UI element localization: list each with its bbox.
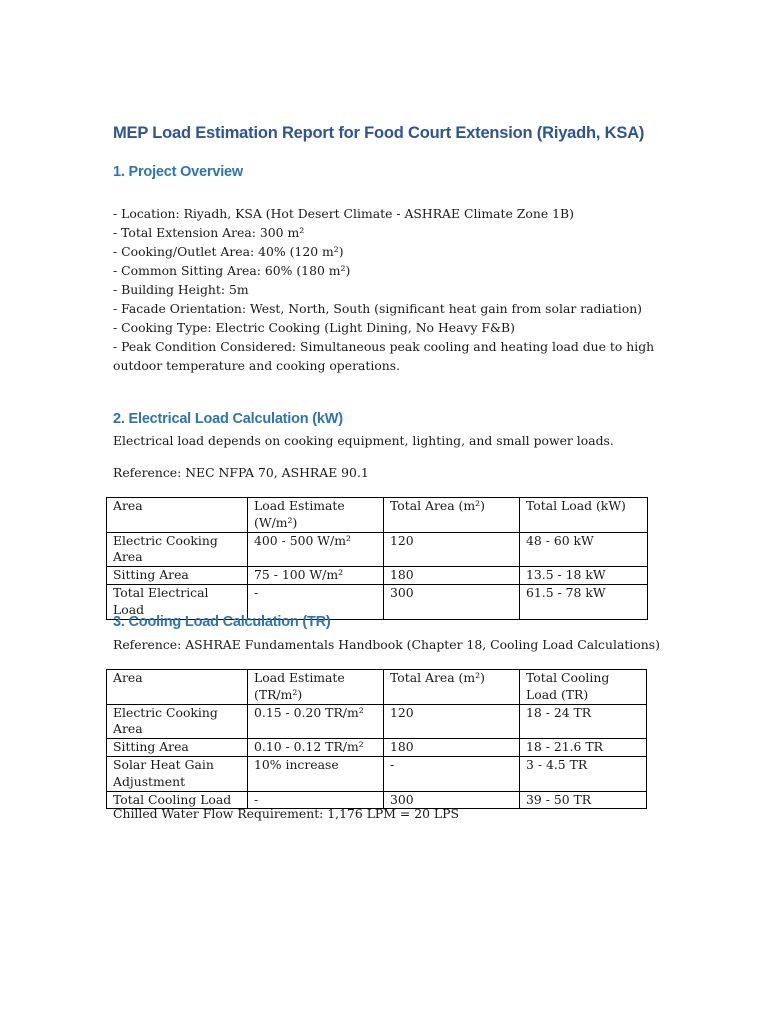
overview-line: - Building Height: 5m: [113, 282, 249, 297]
table-header-cell: Area: [107, 670, 248, 705]
table-cell: 18 - 24 TR: [520, 704, 647, 739]
table-cell: 3 - 4.5 TR: [520, 756, 647, 791]
table-cell: Sitting Area: [107, 739, 248, 757]
project-overview-list: [113, 204, 654, 375]
overview-line: outdoor temperature and cooking operations.: [113, 358, 401, 373]
section-heading-project-overview: 1. Project Overview: [113, 164, 243, 180]
table-header-cell: Load Estimate (W/m²): [248, 498, 384, 533]
overview-line: - Cooking/Outlet Area: 40% (120 m²): [113, 244, 344, 259]
table-cell: 300: [384, 584, 520, 619]
report-title: MEP Load Estimation Report for Food Court Extension (Riyadh, KSA): [113, 124, 645, 142]
overview-line: - Common Sitting Area: 60% (180 m²): [113, 263, 351, 278]
table-cell: 300: [384, 791, 520, 809]
table-row: [107, 567, 648, 585]
table-cell: Total Cooling Load: [107, 791, 248, 809]
table-header-cell: Total Cooling Load (TR): [520, 670, 647, 705]
table-cell: 120: [384, 704, 520, 739]
table-cell: 10% increase: [248, 756, 384, 791]
table-cell: Electric Cooking Area: [107, 704, 248, 739]
table-cell: 180: [384, 567, 520, 585]
overview-line: - Facade Orientation: West, North, South (significant heat gain from solar radiation): [113, 301, 643, 316]
table-cell: 39 - 50 TR: [520, 791, 647, 809]
table-cell: Total Electrical Load: [107, 584, 248, 619]
table-header-cell: Total Area (m²): [384, 498, 520, 533]
table-cell: Sitting Area: [107, 567, 248, 585]
section-heading-electrical-load: 2. Electrical Load Calculation (kW): [113, 411, 343, 427]
section-heading-cooling-load: 3. Cooling Load Calculation (TR): [113, 614, 331, 630]
cooling-reference: Reference: ASHRAE Fundamentals Handbook (Chapter 18, Cooling Load Calculations): [113, 637, 660, 652]
overview-line: - Peak Condition Considered: Simultaneous peak cooling and heating load due to high: [113, 339, 655, 354]
overview-line: - Cooking Type: Electric Cooking (Light Dining, No Heavy F&B): [113, 320, 515, 335]
cooling-load-table: [106, 669, 647, 809]
table-cell: Electric Cooking Area: [107, 532, 248, 567]
table-header-row: [107, 670, 647, 705]
table-cell: 120: [384, 532, 520, 567]
table-cell: 180: [384, 739, 520, 757]
table-cell: 0.10 - 0.12 TR/m²: [248, 739, 384, 757]
table-header-cell: Area: [107, 498, 248, 533]
table-cell: 48 - 60 kW: [520, 532, 648, 567]
table-header-cell: Total Load (kW): [520, 498, 648, 533]
overview-line: - Total Extension Area: 300 m²: [113, 225, 305, 240]
table-cell: -: [248, 584, 384, 619]
table-cell: 13.5 - 18 kW: [520, 567, 648, 585]
electrical-reference: Reference: NEC NFPA 70, ASHRAE 90.1: [113, 465, 369, 480]
electrical-intro: Electrical load depends on cooking equipment, lighting, and small power loads.: [113, 433, 614, 448]
table-cell: Solar Heat Gain Adjustment: [107, 756, 248, 791]
chilled-water-note: Chilled Water Flow Requirement: 1,176 LPM = 20 LPS: [113, 806, 459, 821]
table-row: [107, 739, 647, 757]
table-header-row: [107, 498, 648, 533]
table-header-cell: Load Estimate (TR/m²): [248, 670, 384, 705]
table-row: [107, 532, 648, 567]
table-cell: 61.5 - 78 kW: [520, 584, 648, 619]
overview-line: - Location: Riyadh, KSA (Hot Desert Climate - ASHRAE Climate Zone 1B): [113, 206, 574, 221]
table-cell: 0.15 - 0.20 TR/m²: [248, 704, 384, 739]
electrical-load-table: [106, 497, 648, 620]
table-cell: 400 - 500 W/m²: [248, 532, 384, 567]
table-header-cell: Total Area (m²): [384, 670, 520, 705]
table-row: [107, 756, 647, 791]
table-cell: 18 - 21.6 TR: [520, 739, 647, 757]
table-cell: -: [248, 791, 384, 809]
table-row: [107, 704, 647, 739]
table-cell: -: [384, 756, 520, 791]
table-cell: 75 - 100 W/m²: [248, 567, 384, 585]
